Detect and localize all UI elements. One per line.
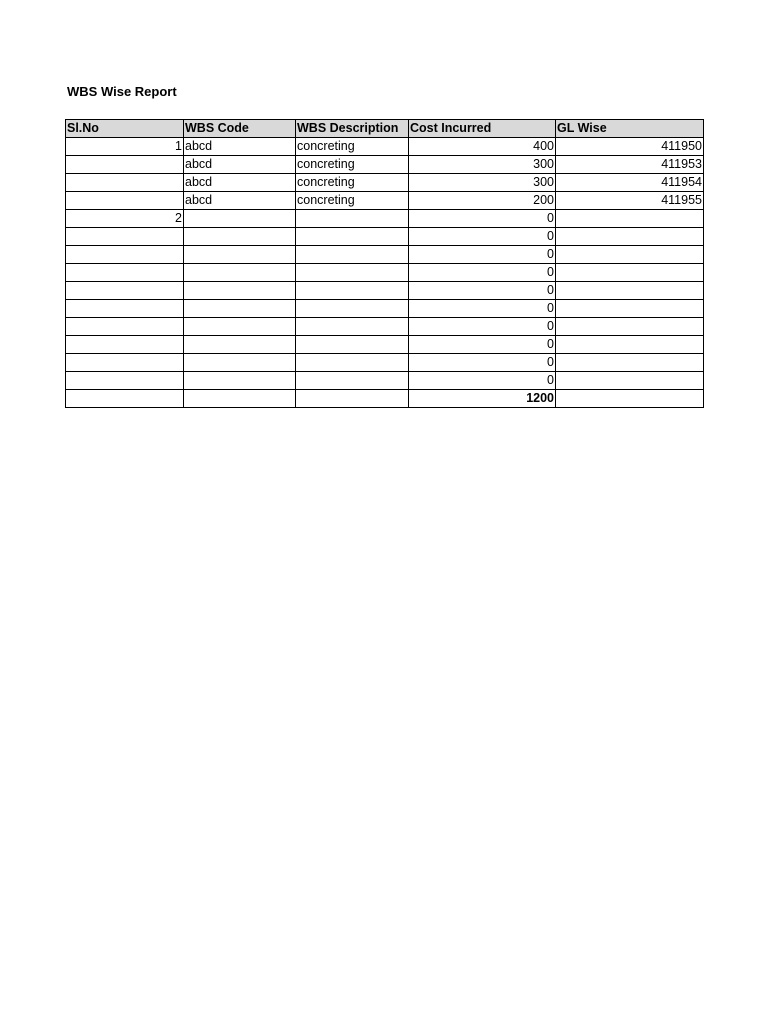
cell-sl-no bbox=[66, 174, 184, 192]
cell-wbs-description bbox=[296, 354, 409, 372]
cell-wbs-code: abcd bbox=[184, 192, 296, 210]
cell-wbs-description: concreting bbox=[296, 156, 409, 174]
cell-wbs-code bbox=[184, 246, 296, 264]
cell-wbs-description bbox=[296, 300, 409, 318]
table-row bbox=[66, 156, 704, 174]
table-row bbox=[66, 246, 704, 264]
cell-sl-no: 2 bbox=[66, 210, 184, 228]
cell-sl-no bbox=[66, 192, 184, 210]
cell-wbs-code bbox=[184, 336, 296, 354]
cell-sl-no bbox=[66, 228, 184, 246]
cell-cost-incurred: 0 bbox=[409, 246, 556, 264]
cell-wbs-code: abcd bbox=[184, 156, 296, 174]
table-row bbox=[66, 264, 704, 282]
cell-cost-incurred: 200 bbox=[409, 192, 556, 210]
table-row bbox=[66, 138, 704, 156]
cell-wbs-description bbox=[296, 246, 409, 264]
cell-wbs-description bbox=[296, 372, 409, 390]
cell-sl-no bbox=[66, 300, 184, 318]
cell-wbs-description bbox=[296, 318, 409, 336]
cell-sl-no bbox=[66, 390, 184, 408]
table-header bbox=[66, 120, 704, 138]
cell-sl-no bbox=[66, 336, 184, 354]
cell-sl-no bbox=[66, 372, 184, 390]
cell-cost-incurred: 0 bbox=[409, 282, 556, 300]
table-row bbox=[66, 318, 704, 336]
cell-cost-incurred: 0 bbox=[409, 372, 556, 390]
cell-cost-incurred: 0 bbox=[409, 354, 556, 372]
cell-cost-incurred: 300 bbox=[409, 156, 556, 174]
cell-gl-wise: 411950 bbox=[556, 138, 704, 156]
table-row bbox=[66, 192, 704, 210]
cell-gl-wise bbox=[556, 210, 704, 228]
cell-wbs-code bbox=[184, 318, 296, 336]
cell-cost-incurred: 300 bbox=[409, 174, 556, 192]
header-wbs-code: WBS Code bbox=[184, 120, 296, 138]
cell-wbs-code bbox=[184, 390, 296, 408]
cell-wbs-description: concreting bbox=[296, 192, 409, 210]
cell-gl-wise: 411953 bbox=[556, 156, 704, 174]
cell-wbs-code bbox=[184, 300, 296, 318]
cell-cost-incurred: 0 bbox=[409, 210, 556, 228]
cell-gl-wise bbox=[556, 264, 704, 282]
cell-cost-incurred: 0 bbox=[409, 300, 556, 318]
cell-wbs-code bbox=[184, 372, 296, 390]
cell-cost-incurred: 0 bbox=[409, 264, 556, 282]
header-wbs-description: WBS Description bbox=[296, 120, 409, 138]
cell-wbs-code bbox=[184, 228, 296, 246]
header-sl-no: Sl.No bbox=[66, 120, 184, 138]
cell-wbs-code: abcd bbox=[184, 138, 296, 156]
cell-wbs-code bbox=[184, 282, 296, 300]
cell-wbs-code bbox=[184, 354, 296, 372]
cell-cost-incurred: 0 bbox=[409, 318, 556, 336]
cell-wbs-description bbox=[296, 282, 409, 300]
cell-gl-wise: 411955 bbox=[556, 192, 704, 210]
cell-wbs-description bbox=[296, 264, 409, 282]
header-cost-incurred: Cost Incurred bbox=[409, 120, 556, 138]
table-row bbox=[66, 174, 704, 192]
cell-wbs-description bbox=[296, 336, 409, 354]
table-row bbox=[66, 210, 704, 228]
cell-gl-wise bbox=[556, 318, 704, 336]
cell-wbs-description: concreting bbox=[296, 174, 409, 192]
header-gl-wise: GL Wise bbox=[556, 120, 704, 138]
cell-wbs-description bbox=[296, 228, 409, 246]
cell-sl-no bbox=[66, 282, 184, 300]
cell-wbs-code bbox=[184, 210, 296, 228]
cell-sl-no bbox=[66, 354, 184, 372]
table-row bbox=[66, 354, 704, 372]
table-body bbox=[66, 138, 704, 408]
table-row bbox=[66, 282, 704, 300]
cell-wbs-description: concreting bbox=[296, 138, 409, 156]
report-title: WBS Wise Report bbox=[67, 84, 177, 99]
cell-cost-incurred: 400 bbox=[409, 138, 556, 156]
cell-sl-no bbox=[66, 156, 184, 174]
wbs-report-table bbox=[65, 119, 704, 408]
total-row bbox=[66, 390, 704, 408]
cell-gl-wise bbox=[556, 354, 704, 372]
cell-gl-wise bbox=[556, 246, 704, 264]
cell-gl-wise: 411954 bbox=[556, 174, 704, 192]
cell-wbs-description bbox=[296, 210, 409, 228]
table-row bbox=[66, 372, 704, 390]
cell-sl-no bbox=[66, 318, 184, 336]
cell-gl-wise bbox=[556, 390, 704, 408]
table-row bbox=[66, 228, 704, 246]
cell-cost-incurred: 0 bbox=[409, 228, 556, 246]
header-row bbox=[66, 120, 704, 138]
cell-cost-incurred: 0 bbox=[409, 336, 556, 354]
cell-gl-wise bbox=[556, 300, 704, 318]
cell-wbs-code: abcd bbox=[184, 174, 296, 192]
cell-gl-wise bbox=[556, 336, 704, 354]
cell-gl-wise bbox=[556, 228, 704, 246]
table-row bbox=[66, 336, 704, 354]
cell-gl-wise bbox=[556, 282, 704, 300]
cell-sl-no: 1 bbox=[66, 138, 184, 156]
cell-gl-wise bbox=[556, 372, 704, 390]
cell-wbs-code bbox=[184, 264, 296, 282]
cell-wbs-description bbox=[296, 390, 409, 408]
table-row bbox=[66, 300, 704, 318]
cell-sl-no bbox=[66, 264, 184, 282]
total-cost-incurred: 1200 bbox=[409, 390, 556, 408]
cell-sl-no bbox=[66, 246, 184, 264]
